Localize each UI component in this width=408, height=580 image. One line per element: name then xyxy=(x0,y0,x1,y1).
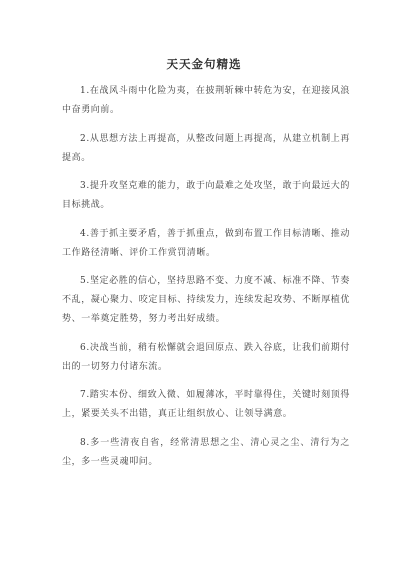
quote-paragraph-8: 8.多一些清夜自省，经常清思想之尘、清心灵之尘、清行为之尘，多一些灵魂叩问。 xyxy=(62,437,350,467)
quote-paragraph-4: 4.善于抓主要矛盾，善于抓重点，做到布置工作目标清晰、推动工作路径清晰、评价工作赏罚清晰。 xyxy=(62,228,350,258)
quote-paragraph-6: 6.决战当前，稍有松懈就会退回原点、跌入谷底，让我们前期付出的一切努力付诸东流。 xyxy=(62,342,350,372)
quote-paragraph-7: 7.踏实本份、细致入微、如履薄冰，平时靠得住，关键时刻顶得上，紧要关头不出错，真正让组织放心、让领导满意。 xyxy=(62,390,350,419)
quote-paragraph-2: 2.从思想方法上再提高，从整改问题上再提高，从建立机制上再提高。 xyxy=(62,133,350,163)
quote-paragraph-3: 3.提升攻坚克难的能力，敢于向最难之处攻坚，敢于向最远大的目标挑战。 xyxy=(62,181,350,210)
quote-paragraph-5: 5.坚定必胜的信心，坚持思路不变、力度不减、标准不降、节奏不乱，凝心聚力、咬定目标、持续发力，连续发起攻势、不断厚植优势、一举奠定胜势，努力考出好成绩。 xyxy=(62,276,351,324)
quote-list xyxy=(62,82,350,481)
document-title: 天天金句精选 xyxy=(166,57,242,71)
quote-paragraph-1: 1.在战风斗雨中化险为夷，在披荆斩棘中转危为安，在迎接风浪中奋勇向前。 xyxy=(62,86,350,115)
